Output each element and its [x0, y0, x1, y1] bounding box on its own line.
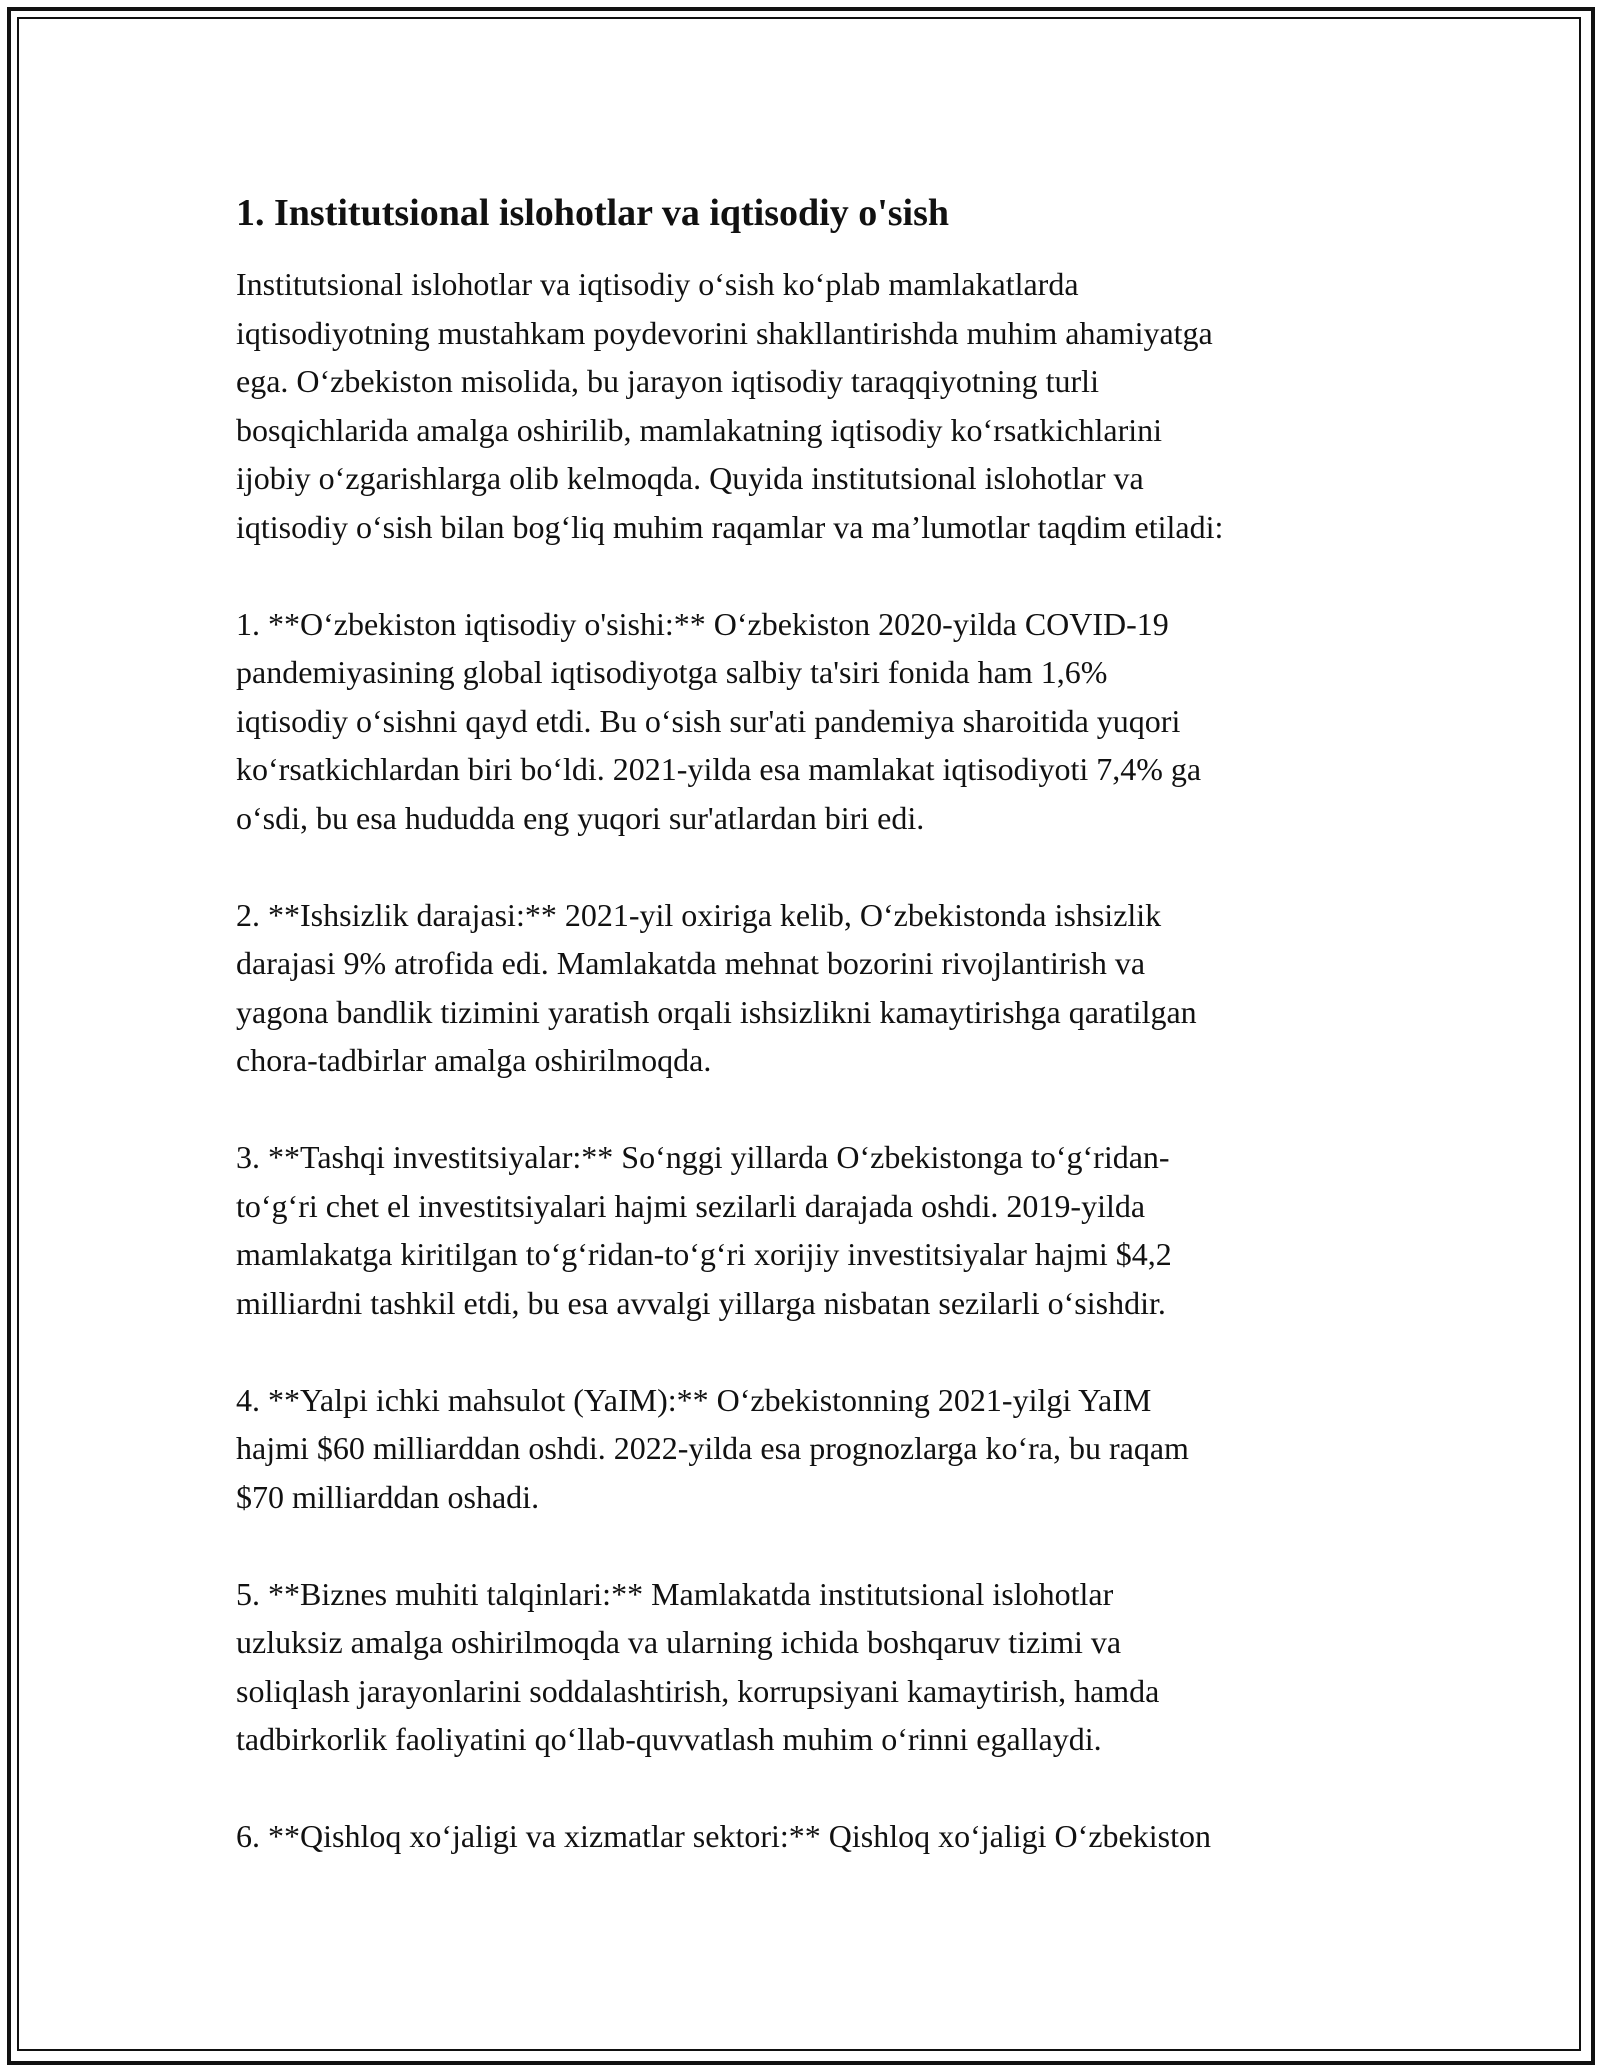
- text-line: 5. **Biznes muhiti talqinlari:** Mamlakatda institutsional islohotlar: [236, 1575, 1114, 1612]
- document-body: [236, 188, 1386, 1909]
- text-line: hajmi $60 milliarddan oshdi. 2022-yilda esa prognozlarga koʻra, bu raqam: [236, 1430, 1189, 1466]
- paragraph-list: [236, 260, 1386, 1861]
- paragraph: [236, 1570, 1386, 1764]
- paragraph: [236, 1133, 1386, 1327]
- text-line: milliardni tashkil etdi, bu esa avvalgi yillarga nisbatan sezilarli oʻsishdir.: [236, 1284, 1166, 1321]
- text-line: soliqlash jarayonlarini soddalashtirish, korrupsiyani kamaytirish, hamda: [236, 1672, 1160, 1709]
- text-line: darajasi 9% atrofida edi. Mamlakatda mehnat bozorini rivojlantirish va: [236, 945, 1146, 981]
- text-line: toʻgʻri chet el investitsiyalari hajmi sezilarli darajada oshdi. 2019-yilda: [236, 1187, 1146, 1224]
- text-line: mamlakatga kiritilgan toʻgʻridan-toʻgʻri xorijiy investitsiyalar hajmi $4,2: [236, 1236, 1172, 1272]
- text-line: tadbirkorlik faoliyatini qoʻllab-quvvatlash muhim oʻrinni egallaydi.: [236, 1721, 1102, 1757]
- text-line: uzluksiz amalga oshirilmoqda va ularning ichida boshqaruv tizimi va: [236, 1624, 1122, 1660]
- paragraph: [236, 600, 1386, 843]
- text-line: ijobiy oʻzgarishlarga olib kelmoqda. Quyida institutsional islohotlar va: [236, 460, 1144, 496]
- text-line: iqtisodiy oʻsishni qayd etdi. Bu oʻsish sur'ati pandemiya sharoitida yuqori: [236, 702, 1181, 739]
- text-line: chora-tadbirlar amalga oshirilmoqda.: [236, 1042, 712, 1078]
- text-line: ega. Oʻzbekiston misolida, bu jarayon iqtisodiy taraqqiyotning turli: [236, 363, 1099, 399]
- paragraph: [236, 891, 1386, 1085]
- paragraph: [236, 260, 1386, 551]
- text-line: Institutsional islohotlar va iqtisodiy oʻsish koʻplab mamlakatlarda: [236, 266, 1079, 302]
- text-line: 1. **Oʻzbekiston iqtisodiy o'sishi:** Oʻzbekiston 2020-yilda COVID-19: [236, 605, 1169, 642]
- text-line: koʻrsatkichlardan biri boʻldi. 2021-yilda esa mamlakat iqtisodiyoti 7,4% ga: [236, 751, 1202, 787]
- text-line: 6. **Qishloq xoʻjaligi va xizmatlar sektori:** Qishloq xoʻjaligi Oʻzbekiston: [236, 1818, 1211, 1854]
- text-line: $70 milliarddan oshadi.: [236, 1478, 540, 1515]
- text-line: 4. **Yalpi ichki mahsulot (YaIM):** Oʻzbekistonning 2021-yilgi YaIM: [236, 1381, 1152, 1418]
- paragraph: [236, 1376, 1386, 1522]
- section-heading: 1. Institutsional islohotlar va iqtisodiy o'sish: [236, 192, 950, 234]
- text-line: oʻsdi, bu esa hududda eng yuqori sur'atlardan biri edi.: [236, 799, 925, 836]
- text-line: iqtisodiyotning mustahkam poydevorini shakllantirishda muhim ahamiyatga: [236, 314, 1213, 351]
- text-line: yagona bandlik tizimini yaratish orqali ishsizlikni kamaytirishga qaratilgan: [236, 993, 1197, 1030]
- text-line: 3. **Tashqi investitsiyalar:** Soʻnggi yillarda Oʻzbekistonga toʻgʻridan-: [236, 1139, 1170, 1175]
- text-line: bosqichlarida amalga oshirilib, mamlakatning iqtisodiy koʻrsatkichlarini: [236, 411, 1163, 448]
- paragraph: [236, 1812, 1386, 1861]
- text-line: 2. **Ishsizlik darajasi:** 2021-yil oxiriga kelib, Oʻzbekistonda ishsizlik: [236, 896, 1162, 933]
- text-line: iqtisodiy oʻsish bilan bogʻliq muhim raqamlar va maʼlumotlar taqdim etiladi:: [236, 508, 1224, 545]
- text-line: pandemiyasining global iqtisodiyotga salbiy ta'siri fonida ham 1,6%: [236, 654, 1108, 690]
